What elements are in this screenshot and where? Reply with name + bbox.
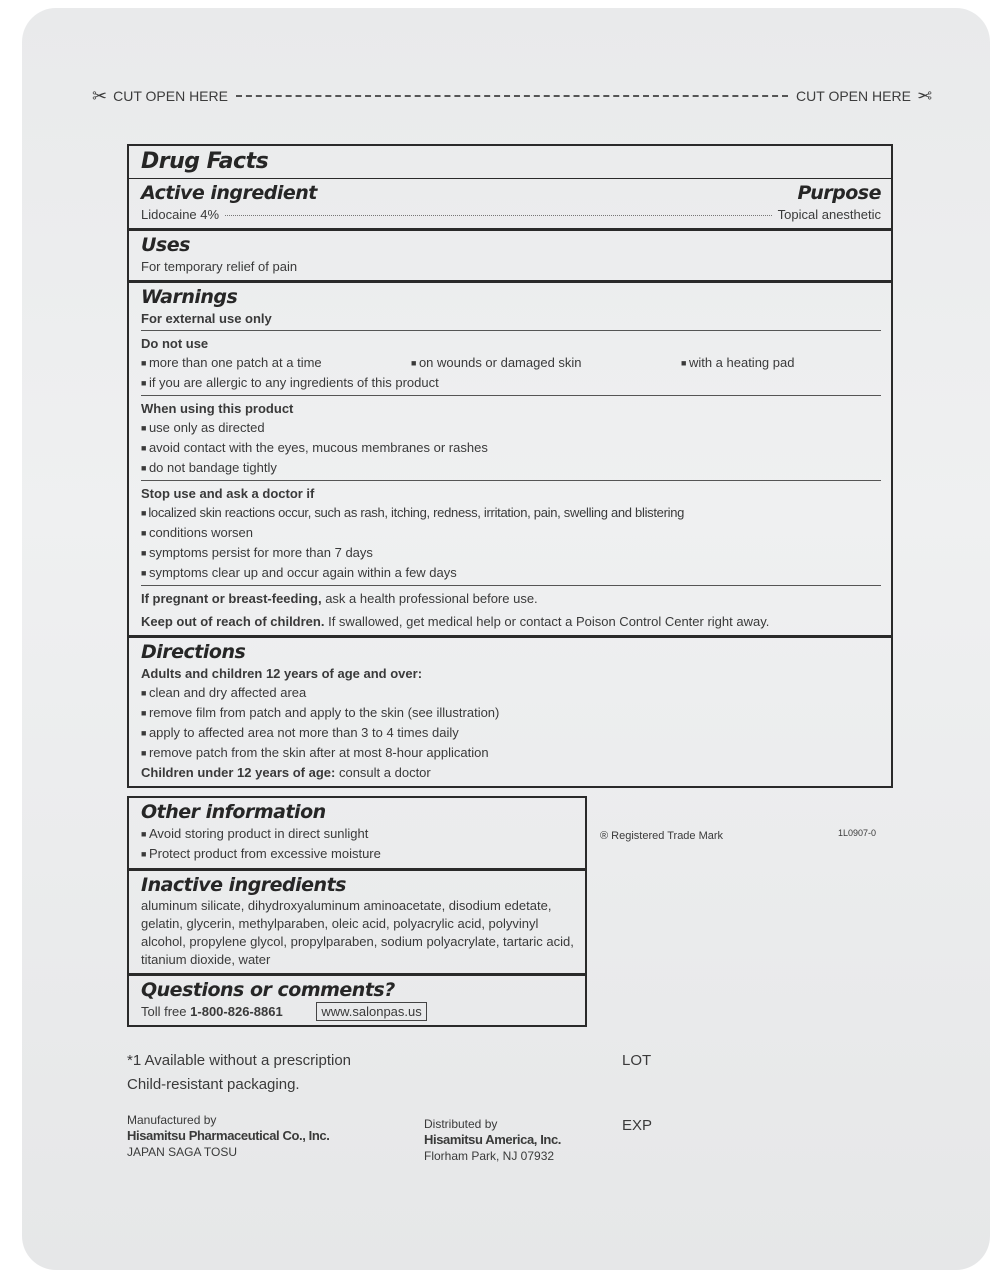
list-item: ■ symptoms clear up and occur again within a few days	[141, 563, 881, 583]
inactive-ingredients-heading: Inactive ingredients	[141, 874, 346, 896]
list-item: ■ with a heating pad	[681, 353, 794, 373]
pregnant-warning-text: ask a health professional before use.	[325, 591, 538, 606]
when-using-heading: When using this product	[141, 401, 294, 416]
inactive-ingredients-section	[129, 871, 585, 976]
scissors-icon: ✂	[92, 86, 108, 106]
trademark-note: ® Registered Trade Mark	[600, 830, 724, 842]
manufacturer-block	[127, 1112, 329, 1160]
questions-section	[129, 976, 585, 1025]
manufacturer-name: Hisamitsu Pharmaceutical Co., Inc.	[127, 1128, 330, 1143]
cut-open-left-label: CUT OPEN HERE	[113, 88, 228, 104]
active-ingredient-section	[129, 179, 891, 231]
active-ingredient-heading: Active ingredient	[141, 182, 317, 204]
warnings-section	[129, 283, 891, 638]
child-resistant-note: Child-resistant packaging.	[127, 1076, 300, 1093]
list-item: ■ avoid contact with the eyes, mucous membranes or rashes	[141, 438, 881, 458]
rx-note: *1 Available without a prescription	[127, 1052, 352, 1069]
other-information-heading: Other information	[141, 801, 326, 823]
list-item: ■ do not bandage tightly	[141, 458, 881, 478]
purpose-value: Topical anesthetic	[777, 207, 881, 222]
active-ingredient: Lidocaine 4%	[141, 207, 220, 222]
list-item: ■ remove patch from the skin after at most 8-hour application	[141, 743, 881, 763]
pregnant-warning-bold: If pregnant or breast-feeding,	[141, 591, 322, 606]
product-code: 1L0907-0	[838, 828, 877, 838]
warnings-heading: Warnings	[141, 286, 238, 308]
scissors-icon: ✂	[916, 86, 932, 106]
dotted-leader	[225, 215, 772, 216]
toll-free-label: Toll free	[141, 1004, 187, 1019]
lower-facts-panel	[127, 796, 587, 1027]
questions-heading: Questions or comments?	[141, 979, 395, 1001]
keep-out-text: If swallowed, get medical help or contact a Poison Control Center right away.	[328, 614, 770, 629]
list-item: ■ more than one patch at a time	[141, 353, 411, 373]
list-item: ■ Protect product from excessive moisture	[141, 844, 575, 864]
cut-open-right-label: CUT OPEN HERE	[796, 88, 911, 104]
list-item: ■ clean and dry affected area	[141, 683, 881, 703]
children-directions-bold: Children under 12 years of age:	[141, 765, 336, 780]
list-item: ■ remove film from patch and apply to the skin (see illustration)	[141, 703, 881, 723]
directions-heading: Directions	[141, 641, 246, 663]
exp-label: EXP	[622, 1117, 653, 1134]
distributor-name: Hisamitsu America, Inc.	[424, 1132, 561, 1147]
list-item: ■ apply to affected area not more than 3 to 4 times daily	[141, 723, 881, 743]
list-item: ■ use only as directed	[141, 418, 881, 438]
keep-out-bold: Keep out of reach of children.	[141, 614, 325, 629]
list-item: ■ Avoid storing product in direct sunlight	[141, 824, 575, 844]
manufactured-by-label: Manufactured by	[127, 1113, 217, 1127]
cut-open-line	[92, 86, 932, 106]
drug-facts-title-row	[129, 146, 891, 179]
distributor-location: Florham Park, NJ 07932	[424, 1149, 555, 1163]
uses-section	[129, 231, 891, 283]
manufacturer-location: JAPAN SAGA TOSU	[127, 1145, 238, 1159]
list-item: ■ on wounds or damaged skin	[411, 353, 681, 373]
adults-directions-heading: Adults and children 12 years of age and over:	[141, 666, 423, 681]
distributed-by-label: Distributed by	[424, 1117, 498, 1131]
uses-heading: Uses	[141, 234, 190, 256]
stop-use-heading: Stop use and ask a doctor if	[141, 486, 315, 501]
directions-section	[129, 638, 891, 786]
purpose-heading: Purpose	[797, 182, 881, 204]
dashed-cut-line	[236, 95, 788, 97]
list-item: ■ if you are allergic to any ingredients of this product	[141, 373, 881, 393]
drug-facts-title: Drug Facts	[141, 149, 269, 174]
external-use-note: For external use only	[141, 311, 272, 326]
list-item: ■ conditions worsen	[141, 523, 881, 543]
distributor-block	[424, 1116, 561, 1164]
phone-number: 1-800-826-8861	[190, 1004, 283, 1019]
other-information-section	[129, 798, 585, 871]
website-link[interactable]: www.salonpas.us	[316, 1002, 426, 1021]
lot-label: LOT	[622, 1052, 652, 1069]
list-item: ■ localized skin reactions occur, such as rash, itching, redness, irritation, pain, swelling and blistering	[141, 503, 881, 523]
uses-text: For temporary relief of pain	[141, 259, 298, 274]
inactive-ingredients-text: aluminum silicate, dihydroxyaluminum aminoacetate, disodium edetate, gelatin, glycerin, methylparaben, oleic acid, polyacrylic acid, polyvinyl alcohol, propylene glycol, propylparaben, sodium polyacrylate, tartaric acid, titanium dioxide, water	[141, 898, 574, 967]
do-not-use-heading: Do not use	[141, 336, 209, 351]
children-directions-text: consult a doctor	[338, 765, 431, 780]
list-item: ■ symptoms persist for more than 7 days	[141, 543, 881, 563]
drug-facts-panel	[127, 144, 893, 788]
